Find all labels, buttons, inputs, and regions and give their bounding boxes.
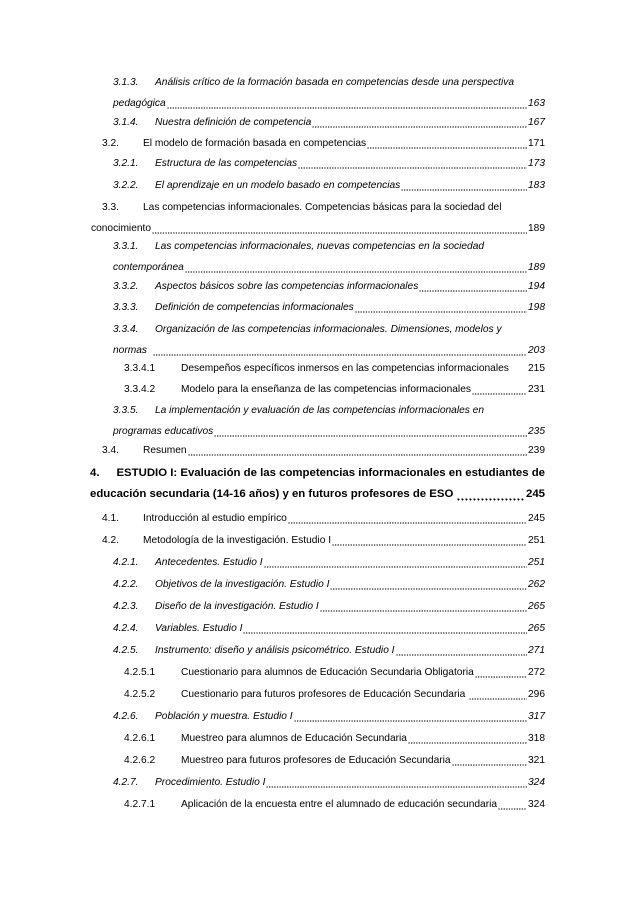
toc-entry-page: 262 xyxy=(528,579,545,590)
toc-entry-page: 194 xyxy=(528,281,545,292)
toc-entry-number: 4.2.5. xyxy=(113,645,139,656)
dot-leader xyxy=(188,446,527,457)
dot-leader xyxy=(185,263,527,274)
toc-entry-title-continued: contemporánea xyxy=(113,262,184,273)
toc-entry[interactable] xyxy=(113,76,545,110)
toc-entry-number: 4.2.3. xyxy=(113,601,139,612)
toc-entry[interactable] xyxy=(113,556,545,569)
toc-entry[interactable] xyxy=(102,512,545,525)
toc-entry-number: 3.3.4.1 xyxy=(124,363,156,374)
toc-entry[interactable] xyxy=(102,534,545,547)
dot-leader xyxy=(469,690,527,701)
toc-entry-number: 3.3.4.2 xyxy=(124,384,156,395)
toc-entry-title: Metodología de la investigación. Estudio I xyxy=(143,535,332,546)
dot-leader xyxy=(330,580,527,591)
toc-entry-title: ESTUDIO I: Evaluación de las competencias informacionales en estudiantes de xyxy=(116,467,545,479)
toc-entry-number: 4.2.6. xyxy=(113,711,139,722)
dot-leader xyxy=(243,624,527,635)
dot-leader xyxy=(408,734,527,745)
toc-entry-title-continued: conocimiento xyxy=(91,223,152,234)
toc-entry-number: 3.1.4. xyxy=(113,117,139,128)
toc-entry-title-continued: pedagógica xyxy=(113,98,166,109)
toc-entry-title: Diseño de la investigación. Estudio I xyxy=(155,601,319,612)
dot-leader xyxy=(396,646,527,657)
toc-entry-title: Cuestionario para futuros profesores de Educación Secundaria xyxy=(181,689,466,700)
toc-entry[interactable] xyxy=(113,116,545,129)
dot-leader xyxy=(294,712,527,723)
toc-entry-page: 296 xyxy=(528,689,545,700)
toc-entry-title: Nuestra definición de competencia xyxy=(155,117,312,128)
toc-entry-title: Aspectos básicos sobre las competencias informacionales xyxy=(155,281,419,292)
toc-entry[interactable] xyxy=(113,157,545,170)
dot-leader xyxy=(312,118,527,129)
toc-entry-page: 317 xyxy=(528,711,545,722)
toc-entry-page: 245 xyxy=(528,513,545,524)
toc-entry-page: 245 xyxy=(525,488,545,500)
toc-entry-title: El modelo de formación basada en competencias xyxy=(143,138,367,149)
toc-entry-number: 3.2.1. xyxy=(113,158,139,169)
toc-entry-number: 4.2.6.2 xyxy=(124,755,156,766)
dot-leader xyxy=(214,427,527,438)
toc-entry-page: 265 xyxy=(528,601,545,612)
toc-entry[interactable] xyxy=(102,137,545,150)
toc-entry-title: Instrumento: diseño y análisis psicométrico. Estudio I xyxy=(155,645,395,656)
toc-entry-page: 272 xyxy=(528,667,545,678)
dot-leader xyxy=(355,303,527,314)
toc-entry-number: 3.3.3. xyxy=(113,302,139,313)
toc-entry-title: Variables. Estudio I xyxy=(155,623,243,634)
toc-chapter-entry[interactable] xyxy=(90,466,545,501)
toc-entry-title: Antecedentes. Estudio I xyxy=(155,557,263,568)
dot-leader xyxy=(320,602,527,613)
toc-entry-number: 4.2.2. xyxy=(113,579,139,590)
toc-entry-number: 3.1.3. xyxy=(113,77,139,88)
toc-entry-page: 251 xyxy=(528,557,545,568)
toc-entry-title: Aplicación de la encuesta entre el alumnado de educación secundaria xyxy=(181,799,498,810)
toc-entry-title: Modelo para la enseñanza de las competencias informacionales xyxy=(181,384,471,395)
toc-entry-page: 189 xyxy=(528,262,545,273)
toc-entry-number: 4.2. xyxy=(102,535,119,546)
toc-entry-number: 4.2.5.2 xyxy=(124,689,156,700)
toc-entry-page: 324 xyxy=(528,777,545,788)
toc-entry[interactable] xyxy=(91,201,545,235)
dot-leader xyxy=(167,99,527,110)
toc-entry-title: Definición de competencias informacionales xyxy=(155,302,354,313)
toc-entry-title: Cuestionario para alumnos de Educación Secundaria Obligatoria xyxy=(181,667,474,678)
toc-entry-title: Objetivos de la investigación. Estudio I xyxy=(155,579,330,590)
toc-entry-page: 183 xyxy=(528,180,545,191)
toc-entry[interactable] xyxy=(113,600,545,613)
toc-entry[interactable] xyxy=(124,362,545,375)
toc-entry-page: 265 xyxy=(528,623,545,634)
toc-entry-page: 235 xyxy=(528,426,545,437)
toc-entry-number: 4.2.4. xyxy=(113,623,139,634)
dot-leader xyxy=(472,385,527,396)
toc-entry-number: 4.2.1. xyxy=(113,557,139,568)
toc-entry[interactable] xyxy=(113,578,545,591)
toc-entry-page: 167 xyxy=(528,117,545,128)
dot-leader xyxy=(498,800,527,811)
dot-leader xyxy=(332,536,527,547)
toc-entry-number: 3.3.2. xyxy=(113,281,139,292)
toc-entry-title: Población y muestra. Estudio I xyxy=(155,711,293,722)
dot-leader xyxy=(153,346,527,357)
toc-entry-number: 3.3.4. xyxy=(113,324,139,335)
dot-leader xyxy=(288,514,527,525)
toc-entry-page: 163 xyxy=(528,98,545,109)
toc-entry-page: 215 xyxy=(528,363,545,374)
toc-entry[interactable] xyxy=(113,644,545,657)
toc-entry[interactable] xyxy=(113,776,545,789)
toc-entry-number: 4.2.7. xyxy=(113,777,139,788)
toc-entry[interactable] xyxy=(124,798,545,811)
dot-leader xyxy=(419,282,527,293)
toc-entry-number: 3.2.2. xyxy=(113,180,139,191)
toc-entry-title: Muestreo para alumnos de Educación Secundaria xyxy=(181,733,407,744)
toc-entry-page: 321 xyxy=(528,755,545,766)
toc-entry-title: El aprendizaje en un modelo basado en competencias xyxy=(155,180,401,191)
toc-entry-page: 203 xyxy=(528,345,545,356)
toc-entry-page: 324 xyxy=(528,799,545,810)
toc-entry-page: 271 xyxy=(528,645,545,656)
toc-entry-page: 231 xyxy=(528,384,545,395)
toc-entry[interactable] xyxy=(113,710,545,723)
toc-entry[interactable] xyxy=(124,666,545,679)
toc-entry-title: Resumen xyxy=(143,445,187,456)
dot-leader xyxy=(452,756,527,767)
toc-entry-number: 4.2.7.1 xyxy=(124,799,156,810)
toc-entry[interactable] xyxy=(124,732,545,745)
toc-entry-page: 173 xyxy=(528,158,545,169)
toc-entry-number: 4.1. xyxy=(102,513,119,524)
toc-entry-title-continued: educación secundaria (14-16 años) y en futuros profesores de ESO xyxy=(90,488,454,500)
toc-entry[interactable] xyxy=(113,240,545,274)
dot-leader xyxy=(266,778,527,789)
toc-entry-title: Las competencias informacionales. Competencias básicas para la sociedad del xyxy=(143,202,502,213)
toc-entry-number: 3.4. xyxy=(102,445,119,456)
toc-entry-title: Desempeños específicos inmersos en las competencias informacionales xyxy=(181,363,509,374)
dot-leader xyxy=(475,668,527,679)
toc-entry[interactable] xyxy=(124,383,545,396)
toc-entry[interactable] xyxy=(102,444,545,457)
dot-leader xyxy=(152,224,527,235)
toc-entry[interactable] xyxy=(124,754,545,767)
toc-entry-title: Muestreo para futuros profesores de Educación Secundaria xyxy=(181,755,451,766)
dot-leader xyxy=(457,490,525,501)
dot-leader xyxy=(367,139,527,150)
dot-leader xyxy=(264,558,527,569)
toc-entry-number: 3.3. xyxy=(102,202,119,213)
toc-entry-title: La implementación y evaluación de las competencias informacionales en xyxy=(155,405,485,416)
toc-entry-page: 251 xyxy=(528,535,545,546)
toc-entry[interactable] xyxy=(113,404,545,438)
toc-entry-page: 318 xyxy=(528,733,545,744)
toc-entry[interactable] xyxy=(113,179,545,192)
toc-entry-number: 3.3.1. xyxy=(113,241,139,252)
toc-entry-page: 189 xyxy=(528,223,545,234)
toc-entry-number: 4.2.5.1 xyxy=(124,667,156,678)
toc-entry-number: 4. xyxy=(90,467,100,479)
toc-entry-page: 171 xyxy=(528,138,545,149)
toc-entry[interactable] xyxy=(113,301,545,314)
toc-entry-title: Estructura de las competencias xyxy=(155,158,298,169)
toc-entry-title: Las competencias informacionales, nuevas competencias en la sociedad xyxy=(155,241,485,252)
toc-entry-page: 239 xyxy=(528,445,545,456)
toc-entry-number: 4.2.6.1 xyxy=(124,733,156,744)
toc-entry-title: Procedimiento. Estudio I xyxy=(155,777,266,788)
toc-entry[interactable] xyxy=(124,688,545,701)
toc-entry-page: 198 xyxy=(528,302,545,313)
toc-entry-title: Organización de las competencias informacionales. Dimensiones, modelos y xyxy=(155,324,502,335)
dot-leader xyxy=(298,159,527,170)
toc-entry[interactable] xyxy=(113,323,545,357)
toc-entry[interactable] xyxy=(113,622,545,635)
toc-entry-title: Introducción al estudio empírico xyxy=(143,513,287,524)
toc-entry-title: Análisis crítico de la formación basada en competencias desde una perspectiva xyxy=(155,77,515,88)
toc-entry-title-continued: normas xyxy=(113,345,147,356)
toc-entry-number: 3.2. xyxy=(102,138,119,149)
toc-entry[interactable] xyxy=(113,280,545,293)
toc-entry-title-continued: programas educativos xyxy=(113,426,214,437)
toc-entry-number: 3.3.5. xyxy=(113,405,139,416)
dot-leader xyxy=(401,181,527,192)
